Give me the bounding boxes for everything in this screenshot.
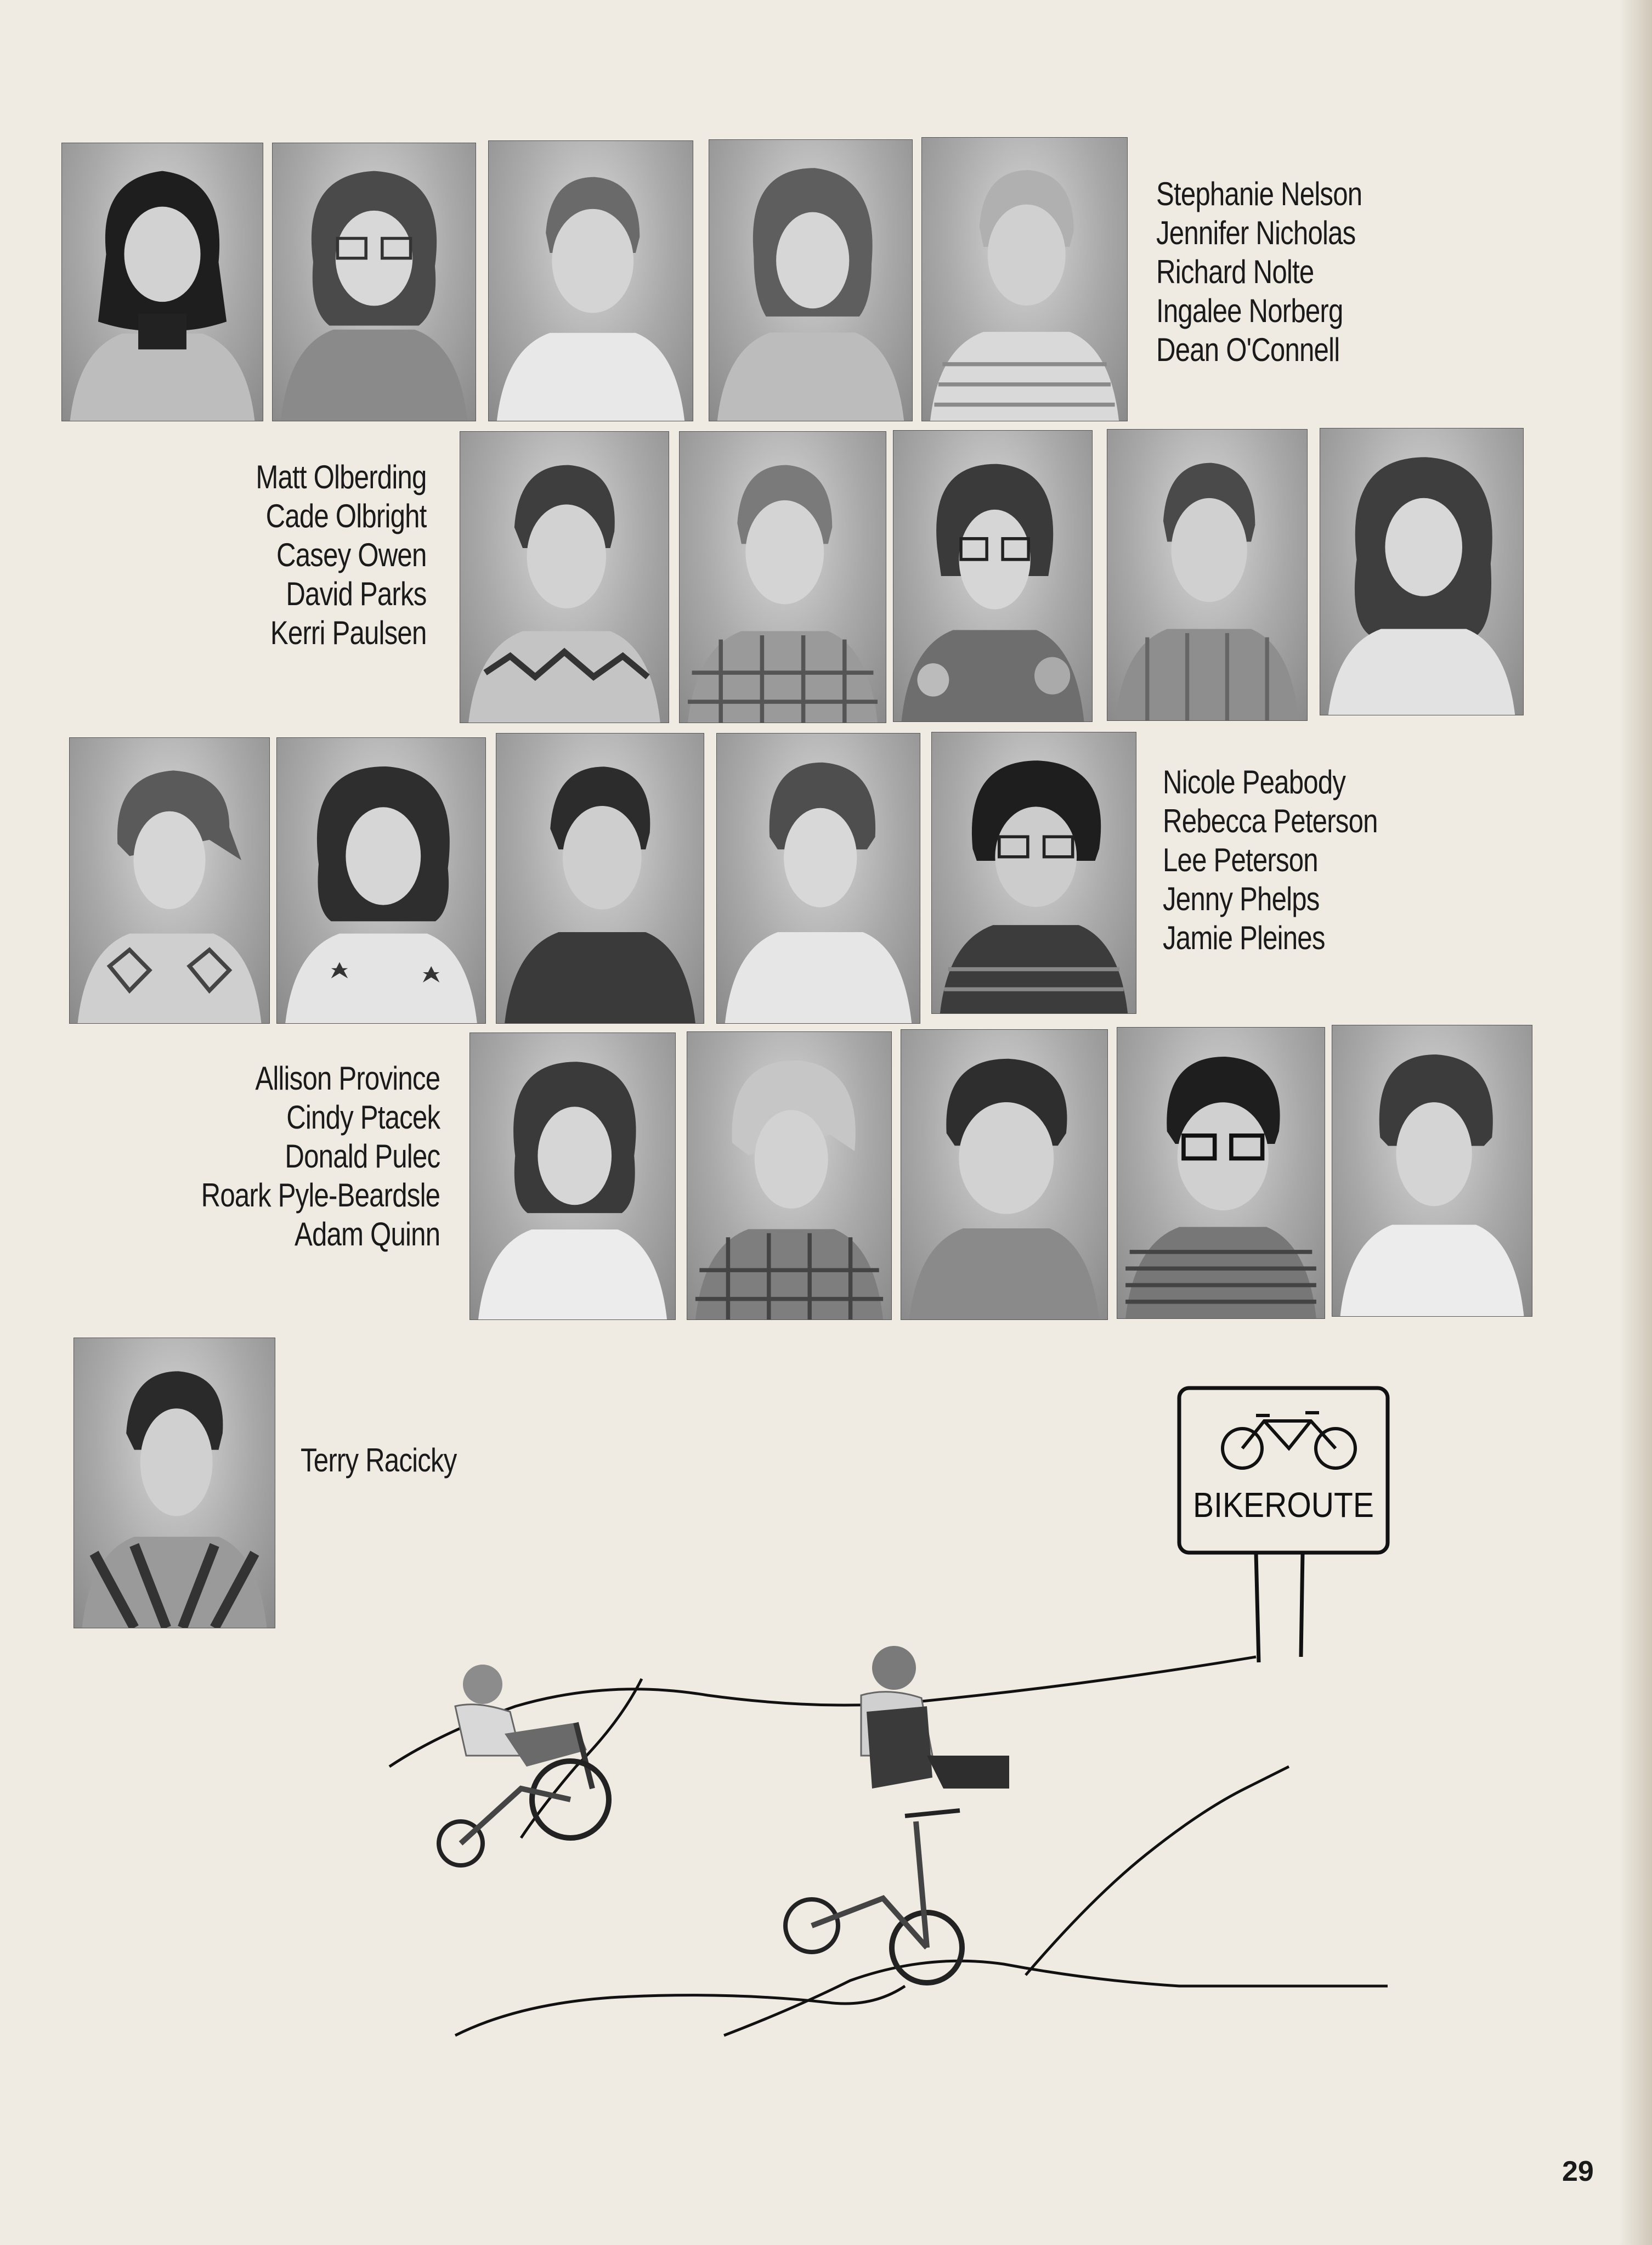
student-name: Richard Nolte	[1156, 253, 1314, 290]
portrait-photo	[931, 732, 1136, 1014]
sign-text: BIKEROUTE	[1193, 1485, 1374, 1525]
portrait-photo	[276, 737, 486, 1024]
student-name: Terry Racicky	[301, 1442, 457, 1479]
student-name: Jennifer Nicholas	[1156, 215, 1356, 251]
student-name: Matt Olberding	[256, 459, 427, 495]
name-list	[256, 458, 427, 652]
name-list	[1156, 174, 1362, 369]
student-name: Casey Owen	[276, 537, 427, 573]
student-name: Cindy Ptacek	[286, 1099, 440, 1136]
portrait-photo	[1332, 1025, 1532, 1317]
portrait-photo	[496, 733, 704, 1024]
portrait-photo	[1117, 1027, 1325, 1319]
student-name: Donald Pulec	[285, 1138, 440, 1175]
student-name: Nicole Peabody	[1163, 764, 1346, 800]
student-name: Roark Pyle-Beardsle	[201, 1177, 440, 1214]
name-list	[201, 1059, 440, 1254]
portrait-photo	[488, 140, 693, 421]
student-name: Allison Province	[255, 1060, 440, 1097]
name-list	[1163, 763, 1378, 957]
portrait-photo	[61, 143, 263, 421]
student-name: Ingalee Norberg	[1156, 292, 1343, 329]
student-name: Kerri Paulsen	[270, 614, 427, 651]
student-name: Jamie Pleines	[1163, 920, 1325, 956]
portrait-photo	[921, 137, 1128, 421]
bike-route-sign	[1179, 1388, 1388, 1662]
portrait-photo	[893, 430, 1093, 722]
student-name: Cade Olbright	[266, 498, 427, 534]
portrait-photo	[469, 1033, 676, 1320]
portrait-photo	[460, 431, 669, 723]
student-name: David Parks	[286, 576, 427, 612]
portrait-photo	[1107, 429, 1308, 721]
student-name: Lee Peterson	[1163, 842, 1318, 878]
bike-route-illustration	[378, 1372, 1475, 2085]
portrait-photo	[1320, 428, 1524, 715]
student-name: Stephanie Nelson	[1156, 176, 1362, 212]
binding-shadow	[1619, 0, 1652, 2245]
portrait-photo	[69, 737, 270, 1024]
student-name: Rebecca Peterson	[1163, 803, 1378, 839]
portrait-photo	[901, 1029, 1108, 1320]
portrait-photo	[687, 1031, 892, 1320]
portrait-photo	[716, 733, 920, 1024]
portrait-photo	[272, 143, 476, 421]
student-name: Adam Quinn	[294, 1216, 440, 1253]
portrait-photo	[73, 1338, 275, 1628]
student-name: Jenny Phelps	[1163, 881, 1320, 917]
page-number: 29	[1562, 2156, 1594, 2187]
portrait-photo	[679, 431, 886, 723]
student-name: Dean O'Connell	[1156, 331, 1340, 368]
portrait-photo	[709, 139, 913, 421]
